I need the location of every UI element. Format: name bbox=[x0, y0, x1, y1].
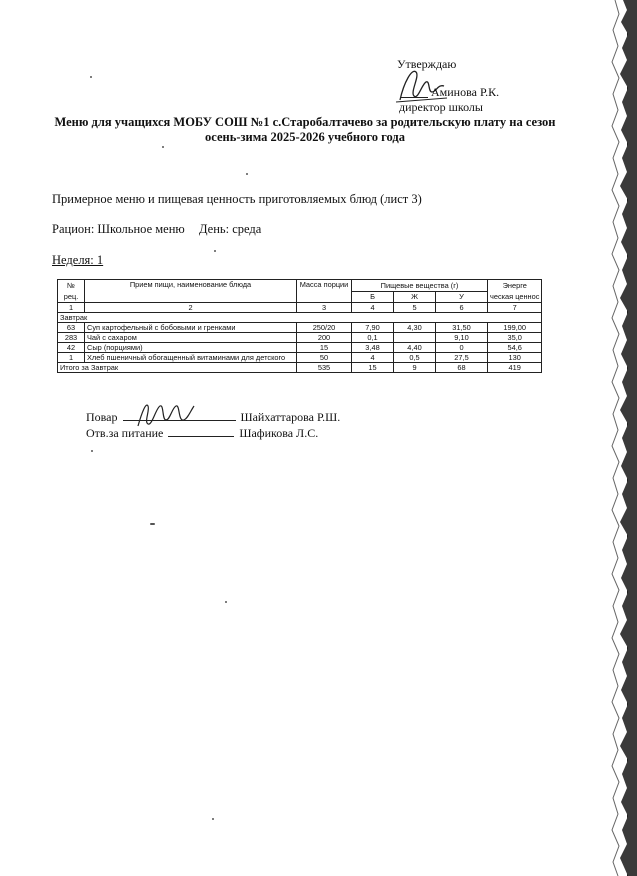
scan-speck bbox=[212, 818, 214, 820]
cell-rec: 1 bbox=[58, 353, 85, 363]
cell-energy: 130 bbox=[488, 353, 542, 363]
approver-position: директор школы bbox=[399, 100, 483, 114]
col-number: 5 bbox=[394, 303, 436, 313]
cell-mass: 200 bbox=[297, 333, 352, 343]
ration-label: Рацион: Школьное меню bbox=[52, 222, 185, 236]
scan-speck bbox=[225, 601, 227, 603]
week-label: Неделя: 1 bbox=[52, 253, 104, 267]
cell-zh: 4,30 bbox=[394, 323, 436, 333]
cell-zh bbox=[394, 333, 436, 343]
cell-energy: 54,6 bbox=[488, 343, 542, 353]
cell-rec: 42 bbox=[58, 343, 85, 353]
col-number: 2 bbox=[85, 303, 297, 313]
resp-signature-line bbox=[86, 426, 318, 441]
total-row bbox=[58, 363, 542, 373]
header-zh: Ж bbox=[394, 291, 436, 303]
cell-dish: Хлеб пшеничный обогащенный витаминами для детского bbox=[85, 353, 297, 363]
title-line-2: осень-зима 2025-2026 учебного года bbox=[205, 130, 405, 144]
scan-edge bbox=[601, 0, 637, 876]
cell-energy: 199,00 bbox=[488, 323, 542, 333]
approver-name: Аминова Р.К. bbox=[431, 85, 500, 99]
resp-label: Отв.за питание bbox=[86, 426, 164, 440]
approve-label: Утверждаю bbox=[397, 57, 457, 71]
cell-b: 0,1 bbox=[352, 333, 394, 343]
cook-name: Шайхаттарова Р.Ш. bbox=[240, 410, 341, 424]
cell-u: 9,10 bbox=[436, 333, 488, 343]
column-number-row bbox=[58, 303, 542, 313]
header-nutrients: Пищевые вещества (г) bbox=[352, 280, 488, 292]
scan-speck bbox=[246, 173, 248, 175]
cook-signature-line bbox=[86, 410, 340, 425]
col-number: 6 bbox=[436, 303, 488, 313]
header-dish-name: Прием пищи, наименование блюда bbox=[85, 280, 297, 303]
table-row bbox=[58, 353, 542, 363]
scan-speck bbox=[91, 450, 93, 452]
cell-mass: 15 bbox=[297, 343, 352, 353]
meal-label: Завтрак bbox=[58, 313, 542, 323]
scan-speck bbox=[90, 76, 92, 78]
resp-name: Шафикова Л.С. bbox=[239, 426, 319, 440]
cell-zh: 0,5 bbox=[394, 353, 436, 363]
meal-row bbox=[58, 313, 542, 323]
ration-info bbox=[52, 222, 261, 237]
cell-dish: Сыр (порциями) bbox=[85, 343, 297, 353]
cell-u: 0 bbox=[436, 343, 488, 353]
total-energy: 419 bbox=[488, 363, 542, 373]
document-subtitle: Примерное меню и пищевая ценность приготовляемых блюд (лист 3) bbox=[52, 192, 422, 206]
cell-rec: 283 bbox=[58, 333, 85, 343]
col-number: 7 bbox=[488, 303, 542, 313]
scan-speck bbox=[150, 523, 155, 525]
total-u: 68 bbox=[436, 363, 488, 373]
menu-table bbox=[57, 279, 542, 373]
header-b: Б bbox=[352, 291, 394, 303]
col-number: 1 bbox=[58, 303, 85, 313]
title-line-1: Меню для учащихся МОБУ СОШ №1 с.Старобалтачево за родительскую плату на сезон bbox=[54, 115, 556, 129]
header-mass: Масса порции bbox=[297, 280, 352, 303]
cell-rec: 63 bbox=[58, 323, 85, 333]
cell-dish: Чай с сахаром bbox=[85, 333, 297, 343]
cell-mass: 250/20 bbox=[297, 323, 352, 333]
header-u: У bbox=[436, 291, 488, 303]
scan-speck bbox=[214, 250, 216, 252]
total-b: 15 bbox=[352, 363, 394, 373]
cell-dish: Суп картофельный с бобовыми и гренками bbox=[85, 323, 297, 333]
cell-u: 27,5 bbox=[436, 353, 488, 363]
table-header-row bbox=[58, 280, 542, 292]
total-zh: 9 bbox=[394, 363, 436, 373]
cell-energy: 35,0 bbox=[488, 333, 542, 343]
col-number: 3 bbox=[297, 303, 352, 313]
table-row bbox=[58, 333, 542, 343]
cell-b: 4 bbox=[352, 353, 394, 363]
scan-speck bbox=[162, 146, 164, 148]
cook-label: Повар bbox=[86, 410, 118, 424]
cell-b: 3,48 bbox=[352, 343, 394, 353]
cell-zh: 4,40 bbox=[394, 343, 436, 353]
cell-mass: 50 bbox=[297, 353, 352, 363]
col-number: 4 bbox=[352, 303, 394, 313]
total-label: Итого за Завтрак bbox=[58, 363, 297, 373]
approver-line bbox=[400, 97, 428, 98]
cell-b: 7,90 bbox=[352, 323, 394, 333]
day-label: День: среда bbox=[199, 222, 262, 236]
cell-u: 31,50 bbox=[436, 323, 488, 333]
header-rec-num: № рец. bbox=[58, 280, 85, 303]
total-mass: 535 bbox=[297, 363, 352, 373]
header-energy: Энерге ческая ценнос bbox=[488, 280, 542, 303]
document-title bbox=[40, 115, 570, 145]
table-row bbox=[58, 323, 542, 333]
table-row bbox=[58, 343, 542, 353]
